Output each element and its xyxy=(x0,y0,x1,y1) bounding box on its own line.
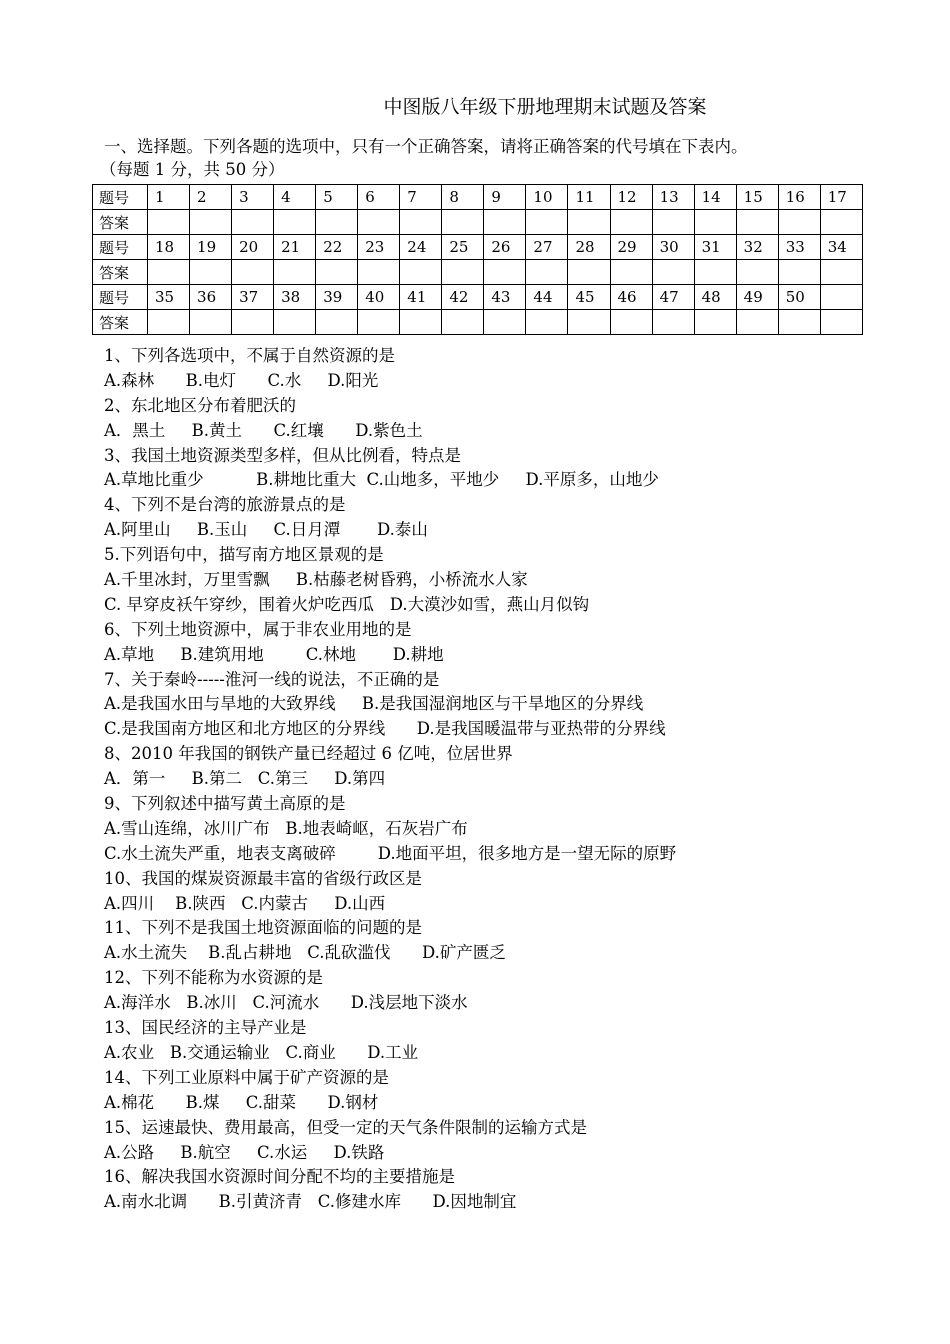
answer-cell[interactable] xyxy=(736,310,778,335)
question-number-cell: 17 xyxy=(820,185,862,210)
option-line: A.海洋水 B.冰川 C.河流水 D.浅层地下淡水 xyxy=(104,993,468,1013)
question-line: 1、下列各选项中，不属于自然资源的是 xyxy=(104,346,395,365)
answer-cell[interactable] xyxy=(148,210,190,235)
question-line: 8、2010 年我国的钢铁产量已经超过 6 亿吨，位居世界 xyxy=(104,744,513,764)
question-number-cell: 15 xyxy=(736,185,778,210)
answer-cell[interactable] xyxy=(232,310,274,335)
question-number-cell: 50 xyxy=(778,285,820,310)
question-number-cell: 31 xyxy=(694,235,736,260)
number-label: 题号 xyxy=(93,285,148,310)
question-number-cell: 20 xyxy=(232,235,274,260)
question-number-cell: 16 xyxy=(778,185,820,210)
question-line: 2、东北地区分布着肥沃的 xyxy=(104,395,296,415)
option-line: A.南水北调 B.引黄济青 C.修建水库 D.因地制宜 xyxy=(104,1192,517,1212)
answer-cell[interactable] xyxy=(484,260,526,285)
answer-cell[interactable] xyxy=(442,310,484,335)
option-line: A.阿里山 B.玉山 C.日月潭 D.泰山 xyxy=(104,520,428,540)
question-number-cell: 7 xyxy=(400,185,442,210)
question-number-cell: 4 xyxy=(274,185,316,210)
answer-cell[interactable] xyxy=(610,260,652,285)
answer-cell[interactable] xyxy=(190,260,232,285)
option-line: A．黑土 B.黄土 C.红壤 D.紫色土 xyxy=(104,420,423,440)
question-line: 14、下列工业原料中属于矿产资源的是 xyxy=(104,1067,389,1087)
answer-cell[interactable] xyxy=(526,260,568,285)
question-line: 12、下列不能称为水资源的是 xyxy=(104,968,323,988)
answer-label: 答案 xyxy=(93,310,148,335)
answer-cell[interactable] xyxy=(736,260,778,285)
answer-cell[interactable] xyxy=(274,260,316,285)
answer-cell[interactable] xyxy=(778,310,820,335)
answer-cell[interactable] xyxy=(610,310,652,335)
question-number-cell: 14 xyxy=(694,185,736,210)
option-line: A.森林 B.电灯 C.水 D.阳光 xyxy=(104,370,379,390)
question-number-cell: 26 xyxy=(484,235,526,260)
question-number-cell: 41 xyxy=(400,285,442,310)
question-number-cell: 28 xyxy=(568,235,610,260)
question-line: 9、下列叙述中描写黄土高原的是 xyxy=(104,794,346,814)
answer-cell[interactable] xyxy=(274,210,316,235)
question-number-cell: 1 xyxy=(148,185,190,210)
question-number-cell: 13 xyxy=(652,185,694,210)
answer-table xyxy=(92,184,863,335)
answer-cell[interactable] xyxy=(316,260,358,285)
answer-cell[interactable] xyxy=(148,260,190,285)
question-number-cell: 23 xyxy=(358,235,400,260)
question-number-cell: 8 xyxy=(442,185,484,210)
answer-cell[interactable] xyxy=(400,210,442,235)
answer-cell[interactable] xyxy=(400,310,442,335)
question-number-cell: 3 xyxy=(232,185,274,210)
option-line: A．第一 B.第二 C.第三 D.第四 xyxy=(104,769,386,789)
section-instructions xyxy=(100,135,884,181)
answer-cell[interactable] xyxy=(568,260,610,285)
number-row xyxy=(93,285,863,310)
option-line: C. 早穿皮袄午穿纱，围着火炉吃西瓜 D.大漠沙如雪，燕山月似钩 xyxy=(104,594,590,614)
question-number-cell: 22 xyxy=(316,235,358,260)
question-number-cell: 9 xyxy=(484,185,526,210)
answer-cell[interactable] xyxy=(778,210,820,235)
question-number-cell: 27 xyxy=(526,235,568,260)
section-note: （每题 1 分，共 50 分） xyxy=(100,160,285,179)
number-row xyxy=(93,235,863,260)
question-number-cell: 43 xyxy=(484,285,526,310)
option-line: A.雪山连绵，冰川广布 B.地表崎岖，石灰岩广布 xyxy=(104,818,468,838)
question-number-cell: 19 xyxy=(190,235,232,260)
question-number-cell: 29 xyxy=(610,235,652,260)
question-line: 15、运速最快、费用最高，但受一定的天气条件限制的运输方式是 xyxy=(104,1117,587,1137)
answer-cell[interactable] xyxy=(568,210,610,235)
answer-cell[interactable] xyxy=(652,210,694,235)
answer-label: 答案 xyxy=(93,210,148,235)
section-heading: 一、选择题。下列各题的选项中，只有一个正确答案，请将正确答案的代号填在下表内。 xyxy=(104,137,748,156)
answer-cell[interactable] xyxy=(694,210,736,235)
answer-cell[interactable] xyxy=(442,260,484,285)
option-line: A.是我国水田与旱地的大致界线 B.是我国湿润地区与干旱地区的分界线 xyxy=(104,694,644,714)
answer-cell[interactable] xyxy=(736,210,778,235)
answer-cell[interactable] xyxy=(442,210,484,235)
answer-row xyxy=(93,210,863,235)
question-line: 7、关于秦岭-----淮河一线的说法，不正确的是 xyxy=(104,669,440,689)
answer-cell[interactable] xyxy=(484,210,526,235)
question-number-cell: 32 xyxy=(736,235,778,260)
answer-cell[interactable] xyxy=(778,260,820,285)
question-number-cell: 12 xyxy=(610,185,652,210)
answer-cell[interactable] xyxy=(694,310,736,335)
option-line: A.公路 B.航空 C.水运 D.铁路 xyxy=(104,1142,385,1162)
question-number-cell: 38 xyxy=(274,285,316,310)
answer-cell[interactable] xyxy=(820,260,862,285)
number-row xyxy=(93,185,863,210)
question-number-cell: 39 xyxy=(316,285,358,310)
answer-label: 答案 xyxy=(93,260,148,285)
option-line: A.棉花 B.煤 C.甜菜 D.钢材 xyxy=(104,1092,379,1112)
answer-cell[interactable] xyxy=(274,310,316,335)
answer-cell[interactable] xyxy=(526,310,568,335)
question-number-cell: 47 xyxy=(652,285,694,310)
answer-cell[interactable] xyxy=(232,260,274,285)
answer-cell[interactable] xyxy=(190,210,232,235)
question-number-cell: 5 xyxy=(316,185,358,210)
answer-cell[interactable] xyxy=(568,310,610,335)
number-label: 题号 xyxy=(93,235,148,260)
answer-cell[interactable] xyxy=(610,210,652,235)
question-line: 6、下列土地资源中，属于非农业用地的是 xyxy=(104,619,412,639)
question-line: 3、我国土地资源类型多样，但从比例看，特点是 xyxy=(104,445,461,465)
question-number-cell: 6 xyxy=(358,185,400,210)
answer-cell[interactable] xyxy=(652,310,694,335)
question-number-cell: 48 xyxy=(694,285,736,310)
question-number-cell: 34 xyxy=(820,235,862,260)
option-line: A.草地比重少 B.耕地比重大 C.山地多，平地少 D.平原多，山地少 xyxy=(104,470,659,490)
answer-cell[interactable] xyxy=(190,310,232,335)
option-line: A.千里冰封，万里雪飘 B.枯藤老树昏鸦，小桥流水人家 xyxy=(104,570,528,590)
question-number-cell: 25 xyxy=(442,235,484,260)
answer-cell[interactable] xyxy=(526,210,568,235)
question-number-cell: 40 xyxy=(358,285,400,310)
question-number-cell: 33 xyxy=(778,235,820,260)
option-line: A.草地 B.建筑用地 C.林地 D.耕地 xyxy=(104,644,444,664)
answer-row xyxy=(93,260,863,285)
question-number-cell: 11 xyxy=(568,185,610,210)
question-line: 13、国民经济的主导产业是 xyxy=(104,1018,307,1038)
page-title: 中图版八年级下册地理期末试题及答案 xyxy=(383,96,707,118)
question-number-cell: 36 xyxy=(190,285,232,310)
question-number-cell: 42 xyxy=(442,285,484,310)
question-number-cell xyxy=(820,285,862,310)
question-line: 10、我国的煤炭资源最丰富的省级行政区是 xyxy=(104,868,422,888)
answer-cell[interactable] xyxy=(316,210,358,235)
answer-cell[interactable] xyxy=(358,210,400,235)
answer-cell[interactable] xyxy=(820,310,862,335)
question-line: 16、解决我国水资源时间分配不均的主要措施是 xyxy=(104,1167,455,1187)
question-number-cell: 45 xyxy=(568,285,610,310)
option-line: A.水土流失 B.乱占耕地 C.乱砍滥伐 D.矿产匮乏 xyxy=(104,943,506,963)
question-number-cell: 21 xyxy=(274,235,316,260)
answer-cell[interactable] xyxy=(652,260,694,285)
question-number-cell: 46 xyxy=(610,285,652,310)
answer-cell[interactable] xyxy=(232,210,274,235)
question-number-cell: 24 xyxy=(400,235,442,260)
answer-cell[interactable] xyxy=(694,260,736,285)
question-number-cell: 49 xyxy=(736,285,778,310)
question-line: 5.下列语句中，描写南方地区景观的是 xyxy=(104,545,384,565)
option-line: C.水土流失严重，地表支离破碎 D.地面平坦，很多地方是一望无际的原野 xyxy=(104,843,677,863)
number-label: 题号 xyxy=(93,185,148,210)
option-line: C.是我国南方地区和北方地区的分界线 D.是我国暖温带与亚热带的分界线 xyxy=(104,719,666,739)
question-number-cell: 18 xyxy=(148,235,190,260)
question-line: 4、下列不是台湾的旅游景点的是 xyxy=(104,495,346,515)
answer-cell[interactable] xyxy=(820,210,862,235)
question-number-cell: 30 xyxy=(652,235,694,260)
question-line: 11、下列不是我国土地资源面临的问题的是 xyxy=(104,918,422,938)
question-number-cell: 10 xyxy=(526,185,568,210)
answer-cell[interactable] xyxy=(358,260,400,285)
question-list xyxy=(104,344,904,1215)
question-number-cell: 37 xyxy=(232,285,274,310)
question-number-cell: 35 xyxy=(148,285,190,310)
answer-cell[interactable] xyxy=(316,310,358,335)
answer-row xyxy=(93,310,863,335)
question-number-cell: 2 xyxy=(190,185,232,210)
question-number-cell: 44 xyxy=(526,285,568,310)
option-line: A.农业 B.交通运输业 C.商业 D.工业 xyxy=(104,1042,419,1062)
answer-cell[interactable] xyxy=(148,310,190,335)
answer-cell[interactable] xyxy=(400,260,442,285)
answer-cell[interactable] xyxy=(358,310,400,335)
answer-cell[interactable] xyxy=(484,310,526,335)
option-line: A.四川 B.陕西 C.内蒙古 D.山西 xyxy=(104,893,386,913)
